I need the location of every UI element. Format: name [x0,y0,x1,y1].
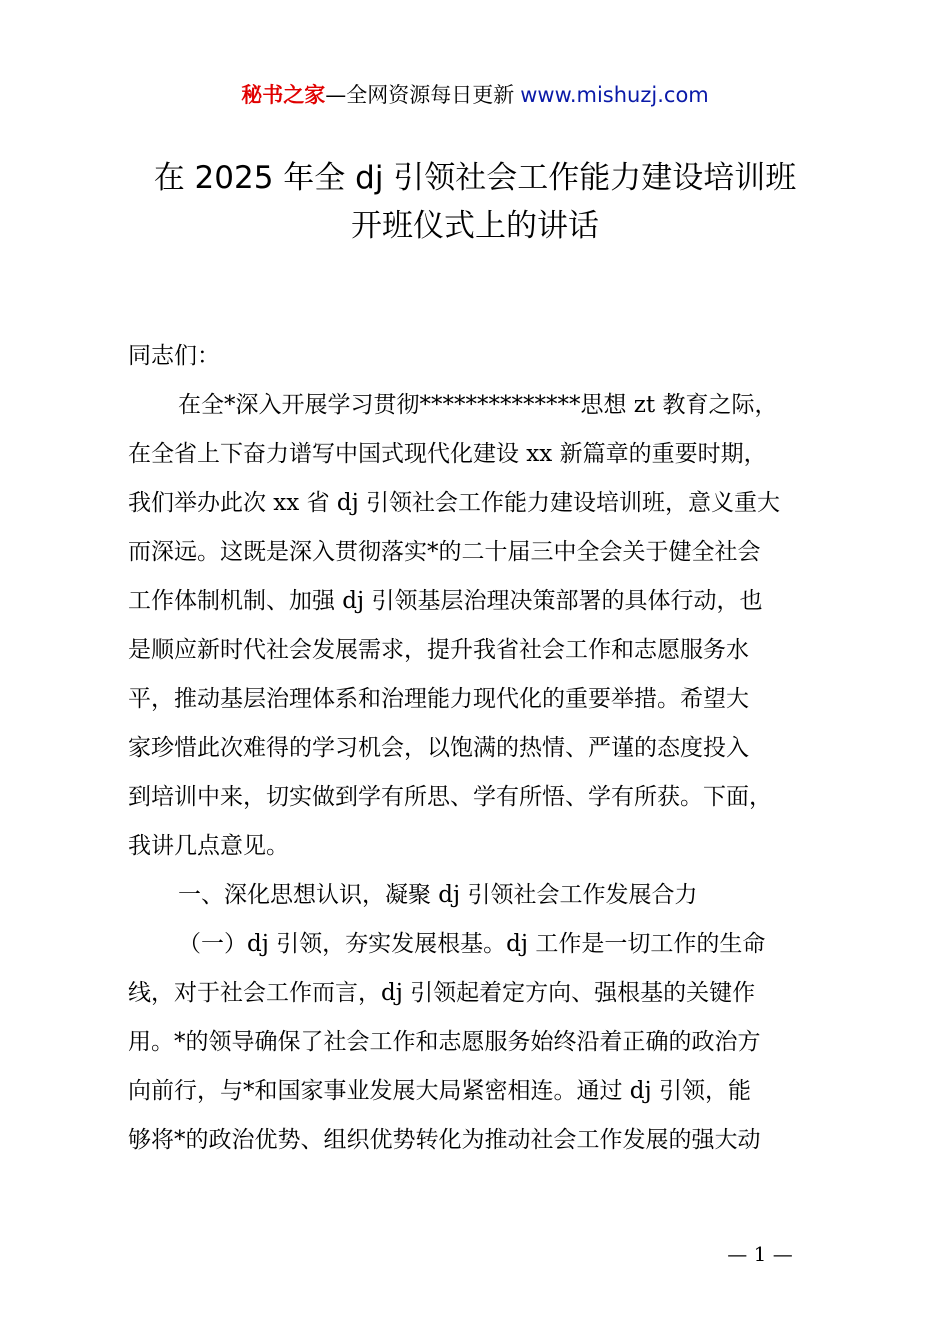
body-line: 是顺应新时代社会发展需求，提升我省社会工作和志愿服务水 [128,637,749,663]
body-line: 用。*的领导确保了社会工作和志愿服务始终沿着正确的政治方 [128,1029,761,1055]
body-line: 而深远。这既是深入贯彻落实*的二十届三中全会关于健全社会 [128,539,761,565]
body-line: 平，推动基层治理体系和治理能力现代化的重要举措。希望大 [128,686,749,712]
body-line: 家珍惜此次难得的学习机会，以饱满的热情、严谨的态度投入 [128,735,749,761]
page-number: — 1 — [727,1242,793,1266]
body-line: 够将*的政治优势、组织优势转化为推动社会工作发展的强大动 [128,1127,761,1153]
document-body [128,332,840,1165]
header-url-link[interactable]: www.mishuzj.com [520,83,709,107]
body-line: 在全省上下奋力谱写中国式现代化建设 xx 新篇章的重要时期， [128,441,767,467]
body-line: 线，对于社会工作而言，dj 引领起着定方向、强根基的关键作 [128,980,756,1006]
body-line: 到培训中来，切实做到学有所思、学有所悟、学有所获。下面， [128,784,772,810]
body-line: （一）dj 引领，夯实发展根基。dj 工作是一切工作的生命 [178,931,766,957]
body-line: 向前行，与*和国家事业发展大局紧密相连。通过 dj 引领，能 [128,1078,751,1104]
section-heading: 一、深化思想认识，凝聚 dj 引领社会工作发展合力 [178,882,698,908]
site-header [0,80,950,110]
document-title [60,154,890,250]
salutation: 同志们： [128,343,220,369]
title-line-2: 开班仪式上的讲话 [351,208,599,244]
header-brand: 秘书之家 [241,83,326,107]
title-line-1: 在 2025 年全 dj 引领社会工作能力建设培训班 [153,160,797,196]
body-line: 工作体制机制、加强 dj 引领基层治理决策部署的具体行动，也 [128,588,763,614]
body-line: 我讲几点意见。 [128,833,289,859]
body-line: 在全*深入开展学习贯彻**************思想 zt 教育之际， [178,392,778,418]
body-line: 我们举办此次 xx 省 dj 引领社会工作能力建设培训班，意义重大 [128,490,781,516]
header-tagline: —全网资源每日更新 [325,83,515,107]
